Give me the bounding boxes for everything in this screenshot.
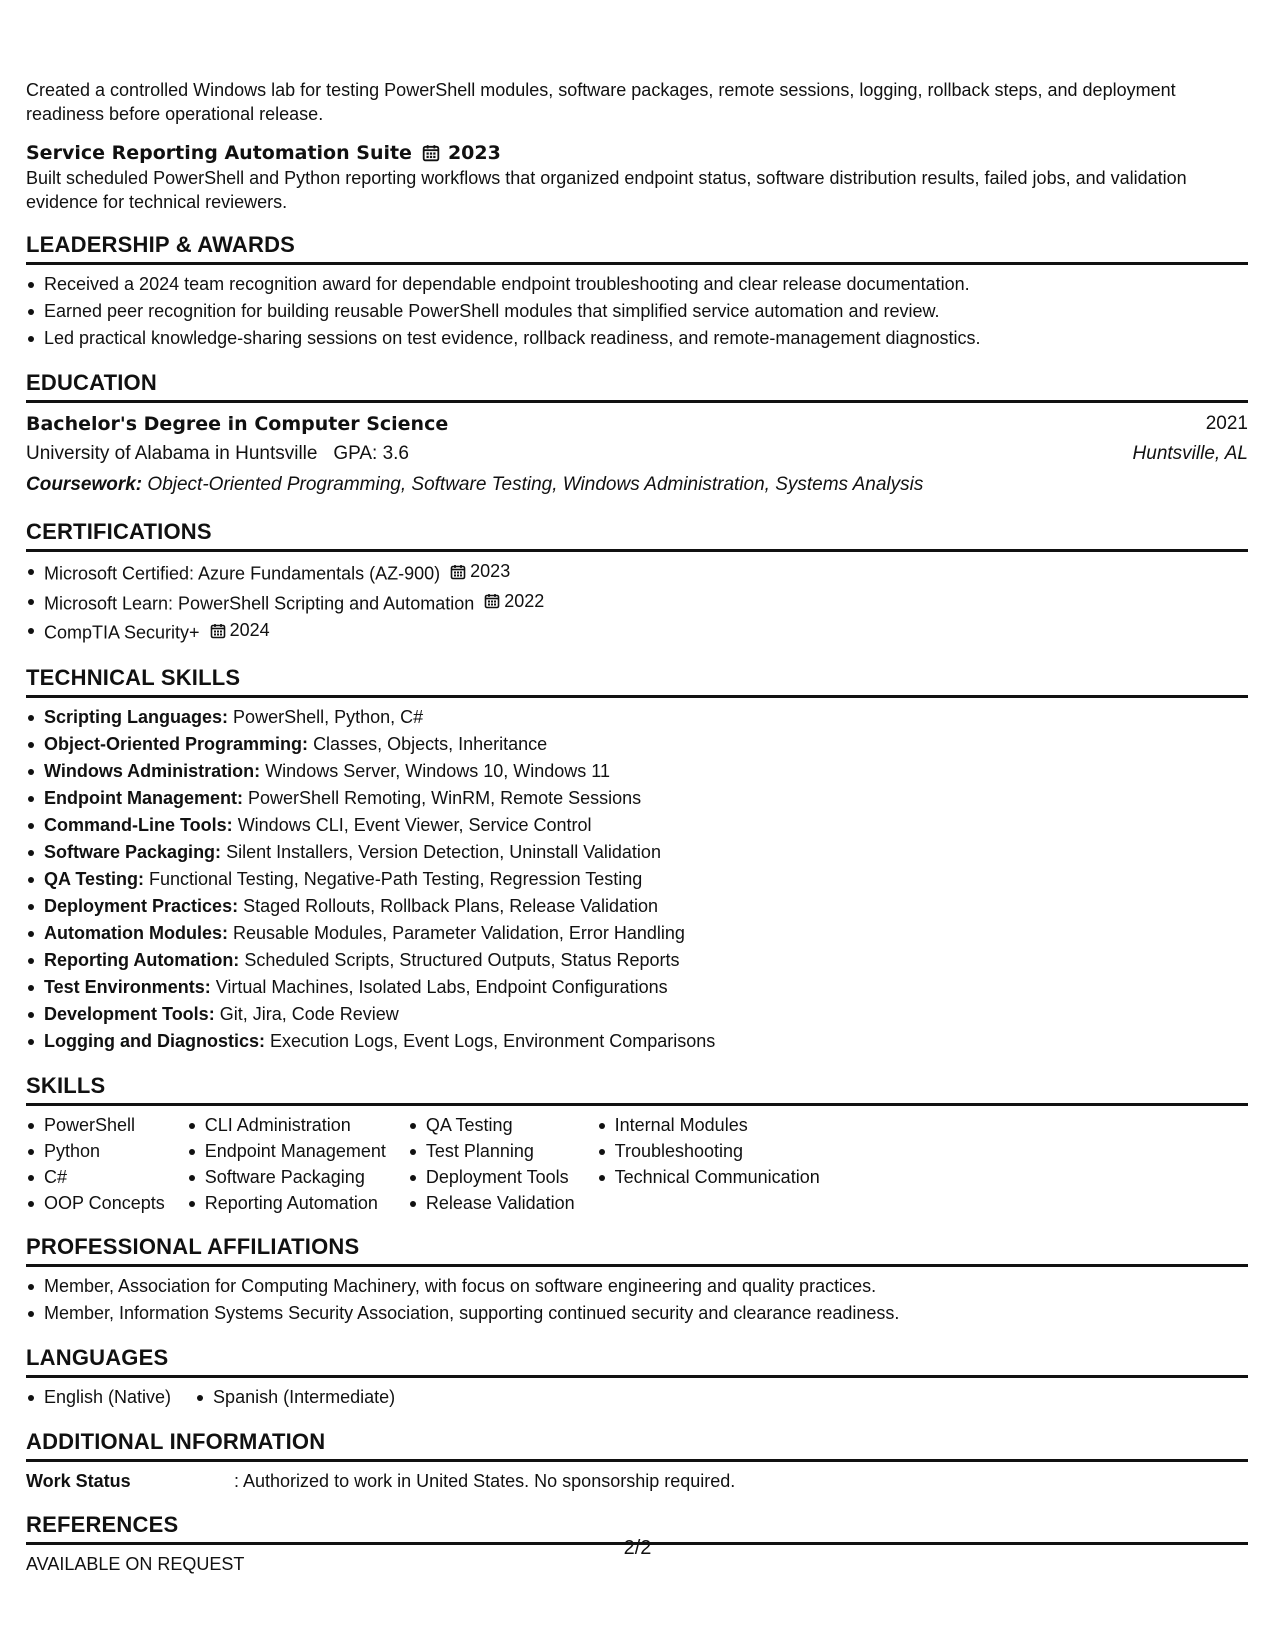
skills-section — [26, 1071, 1248, 1216]
technical-skill-item — [26, 893, 1248, 920]
skill-values: Scheduled Scripts, Structured Outputs, Status Reports — [244, 949, 680, 970]
gpa: GPA: 3.6 — [333, 443, 409, 464]
skill-values: Functional Testing, Negative-Path Testing, Regression Testing — [149, 868, 643, 889]
skill-category: Scripting Languages: — [44, 706, 229, 727]
technical-skill-item — [26, 731, 1248, 758]
school-name: University of Alabama in Huntsville — [26, 443, 318, 464]
certification-name: Microsoft Learn: PowerShell Scripting and Automation — [44, 593, 475, 613]
skill-values: Silent Installers, Version Detection, Uninstall Validation — [226, 841, 661, 862]
section-title-skills: SKILLS — [26, 1071, 1248, 1106]
skill-item: Reporting Automation — [187, 1190, 386, 1216]
skill-values: Reusable Modules, Parameter Validation, Error Handling — [233, 922, 685, 943]
skill-values: Virtual Machines, Isolated Labs, Endpoint Configurations — [215, 976, 668, 997]
skills-column — [408, 1112, 575, 1216]
graduation-year: 2021 — [1205, 413, 1248, 434]
section-title-education: EDUCATION — [26, 368, 1248, 403]
skill-item: PowerShell — [26, 1112, 165, 1138]
technical-skill-item — [26, 785, 1248, 812]
section-title-certifications: CERTIFICATIONS — [26, 517, 1248, 552]
affiliations-section — [26, 1232, 1248, 1327]
technical-skill-item — [26, 920, 1248, 947]
skill-category: Deployment Practices: — [44, 895, 239, 916]
technical-skill-item — [26, 758, 1248, 785]
calendar-icon — [450, 564, 466, 580]
skill-item: CLI Administration — [187, 1112, 386, 1138]
technical-skill-item — [26, 839, 1248, 866]
skill-category: Command-Line Tools: — [44, 814, 233, 835]
section-title-leadership: LEADERSHIP & AWARDS — [26, 230, 1248, 265]
technical-skill-item — [26, 1001, 1248, 1028]
technical-skill-item — [26, 974, 1248, 1001]
list-item: Earned peer recognition for building reusable PowerShell modules that simplified service automation and review. — [26, 298, 1248, 325]
skill-item: Internal Modules — [597, 1112, 820, 1138]
skill-category: Object-Oriented Programming: — [44, 733, 309, 754]
certifications-section — [26, 517, 1248, 647]
technical-skill-item — [26, 947, 1248, 974]
section-title-additional: ADDITIONAL INFORMATION — [26, 1427, 1248, 1462]
technical-skill-item — [26, 1028, 1248, 1055]
section-title-languages: LANGUAGES — [26, 1343, 1248, 1378]
calendar-icon — [422, 144, 440, 162]
project-title: Service Reporting Automation Suite — [26, 142, 412, 164]
technical-skill-item — [26, 812, 1248, 839]
language-item: English (Native) — [26, 1384, 171, 1411]
school-location: Huntsville, AL — [1132, 443, 1248, 464]
certification-date-text: 2024 — [229, 620, 270, 640]
skill-item: Test Planning — [408, 1138, 575, 1164]
language-item: Spanish (Intermediate) — [195, 1384, 395, 1411]
skill-category: Test Environments: — [44, 976, 211, 997]
certification-item — [26, 617, 1248, 647]
skill-item: Release Validation — [408, 1190, 575, 1216]
intro-paragraph: Created a controlled Windows lab for testing PowerShell modules, software packages, remote sessions, logging, rollback steps, and deployment readiness before operational release. — [26, 80, 1176, 124]
section-title-affiliations: PROFESSIONAL AFFILIATIONS — [26, 1232, 1248, 1267]
certification-item — [26, 588, 1248, 618]
skill-category: Logging and Diagnostics: — [44, 1030, 265, 1051]
calendar-icon — [210, 623, 226, 639]
skill-category: QA Testing: — [44, 868, 144, 889]
skill-category: Development Tools: — [44, 1003, 215, 1024]
skill-item: QA Testing — [408, 1112, 575, 1138]
skill-values: Windows Server, Windows 10, Windows 11 — [265, 760, 610, 781]
certification-name: Microsoft Certified: Azure Fundamentals (AZ-900) — [44, 563, 441, 584]
page-number: 2/2 — [623, 1537, 652, 1559]
technical-skill-item — [26, 866, 1248, 893]
skill-values: Windows CLI, Event Viewer, Service Control — [237, 814, 592, 835]
list-item: Led practical knowledge-sharing sessions on test evidence, rollback readiness, and remote-management diagnostics. — [26, 325, 1248, 352]
technical-skill-item — [26, 704, 1248, 731]
skill-category: Endpoint Management: — [44, 787, 243, 808]
skill-item: Troubleshooting — [597, 1138, 820, 1164]
certification-name: CompTIA Security+ — [44, 622, 200, 643]
skill-category: Automation Modules: — [44, 922, 228, 943]
skill-item: C# — [26, 1164, 165, 1190]
coursework — [26, 469, 1248, 501]
work-status-value: : Authorized to work in United States. No sponsorship required. — [234, 1470, 736, 1491]
skill-item: Technical Communication — [597, 1164, 820, 1190]
skill-values: Staged Rollouts, Rollback Plans, Release Validation — [243, 895, 658, 916]
skill-category: Windows Administration: — [44, 760, 261, 781]
skill-category: Software Packaging: — [44, 841, 222, 862]
languages-section — [26, 1343, 1248, 1411]
resume-page — [26, 78, 1248, 1577]
skills-column — [26, 1112, 165, 1216]
skill-item: Deployment Tools — [408, 1164, 575, 1190]
project-date-text: 2023 — [447, 142, 501, 164]
skill-category: Reporting Automation: — [44, 949, 240, 970]
section-title-references: REFERENCES — [26, 1510, 1248, 1545]
skill-item: OOP Concepts — [26, 1190, 165, 1216]
project-date — [422, 140, 501, 166]
calendar-icon — [484, 593, 500, 609]
references-text: AVAILABLE ON REQUEST — [26, 1553, 245, 1574]
certification-date — [484, 588, 544, 615]
additional-info-section — [26, 1427, 1248, 1494]
certification-date-text: 2023 — [470, 561, 511, 581]
list-item: Member, Association for Computing Machinery, with focus on software engineering and quality practices. — [26, 1273, 1248, 1300]
skills-column — [187, 1112, 386, 1216]
coursework-list: Object-Oriented Programming, Software Testing, Windows Administration, Systems Analysis — [147, 474, 924, 495]
degree: Bachelor's Degree in Computer Science — [26, 413, 449, 435]
skill-values: Git, Jira, Code Review — [219, 1003, 399, 1024]
leadership-section — [26, 230, 1248, 352]
skill-values: PowerShell Remoting, WinRM, Remote Sessions — [248, 787, 642, 808]
certification-date — [450, 558, 510, 585]
project-title-row — [26, 140, 1248, 166]
certification-item — [26, 558, 1248, 588]
skill-values: PowerShell, Python, C# — [233, 706, 424, 727]
coursework-label: Coursework: — [26, 474, 143, 495]
skill-values: Classes, Objects, Inheritance — [313, 733, 548, 754]
certification-date-text: 2022 — [504, 590, 545, 611]
section-title-technical-skills: TECHNICAL SKILLS — [26, 663, 1248, 698]
project-description: Built scheduled PowerShell and Python reporting workflows that organized endpoint status, software distribution results, failed jobs, and validation evidence for technical reviewers. — [26, 168, 1187, 212]
skill-values: Execution Logs, Event Logs, Environment Comparisons — [270, 1030, 716, 1051]
certification-date — [210, 617, 270, 644]
work-status-label: Work Status — [26, 1470, 131, 1491]
education-section — [26, 368, 1248, 501]
skill-item: Software Packaging — [187, 1164, 386, 1190]
skills-column — [597, 1112, 820, 1216]
list-item: Member, Information Systems Security Association, supporting continued security and clearance readiness. — [26, 1300, 1248, 1327]
skill-item: Endpoint Management — [187, 1138, 386, 1164]
list-item: Received a 2024 team recognition award for dependable endpoint troubleshooting and clear release documentation. — [26, 271, 1248, 298]
technical-skills-section — [26, 663, 1248, 1055]
skill-item: Python — [26, 1138, 165, 1164]
